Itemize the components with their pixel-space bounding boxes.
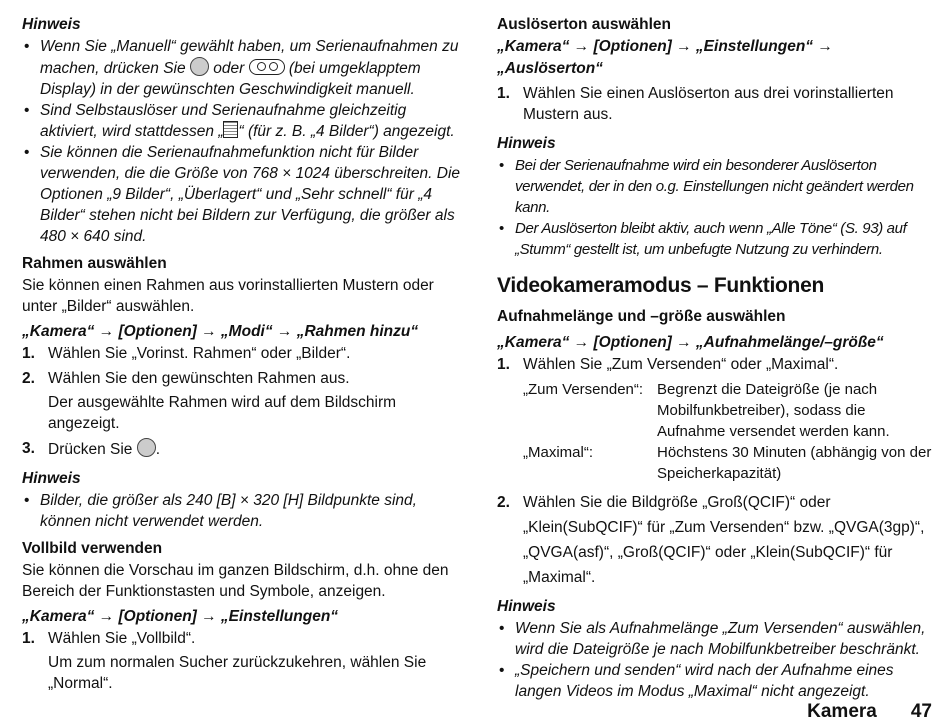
menu-path: „Kamera“ → [Optionen] → „Modi“ → „Rahmen hinzu“: [22, 323, 419, 340]
definition-row: „Maximal“: Höchstens 30 Minuten (abhängig von der Speicherkapazität): [523, 444, 932, 482]
menu-path: „Kamera“ → [Optionen] → „Einstellungen“ → „Auslöserton“: [497, 38, 833, 77]
hinweis-bullet: • Wenn Sie als Aufnahmelänge „Zum Versenden“ auswählen, wird die Dateigröße je nach Mobilfunkbetreiber beschränkt.: [497, 618, 935, 660]
page-number: 47: [910, 701, 932, 722]
hinweis-bullet: • Der Auslöserton bleibt aktiv, auch wenn „Alle Töne“ (S. 93) auf „Stumm“ gestellt ist, um unbefugte Nutzung zu verhindern.: [497, 218, 935, 260]
center-key-icon: [190, 57, 209, 76]
right-column: [497, 14, 935, 702]
self-timer-burst-icon: [223, 121, 238, 138]
ausloeser-heading: Auslöserton auswählen: [497, 16, 671, 33]
vollbild-heading: Vollbild verwenden: [22, 540, 163, 557]
step-subtext: Um zum normalen Sucher zurückzukehren, wählen Sie „Normal“.: [48, 654, 427, 692]
hinweis-heading: Hinweis: [497, 598, 556, 615]
step-item: 1. Wählen Sie „Vorinst. Rahmen“ oder „Bilder“.: [22, 345, 351, 362]
hinweis-heading: Hinweis: [22, 16, 81, 33]
step-subtext: Der ausgewählte Rahmen wird auf dem Bildschirm angezeigt.: [48, 394, 397, 432]
section-title: Videokameramodus – Funktionen: [497, 274, 824, 297]
step-item: 2. Wählen Sie den gewünschten Rahmen aus.: [22, 370, 350, 387]
step-item: 1. Wählen Sie einen Auslöserton aus drei vorinstallierten Mustern aus.: [497, 85, 894, 123]
rahmen-intro: Sie können einen Rahmen aus vorinstallierten Mustern oder unter „Bilder“ auswählen.: [22, 277, 434, 315]
footer-section: Kamera: [807, 701, 877, 722]
hinweis-bullet: • Bilder, die größer als 240 [B] × 320 [H] Bildpunkte sind, können nicht verwendet werden.: [22, 490, 464, 532]
hinweis-heading: Hinweis: [22, 470, 81, 487]
center-key-icon: [137, 438, 156, 457]
menu-path: „Kamera“ → [Optionen] → „Aufnahmelänge/–größe“: [497, 334, 884, 351]
aufnahme-heading: Aufnahmelänge und –größe auswählen: [497, 308, 786, 325]
step-item: 3. Drücken Sie .: [22, 440, 161, 458]
hinweis-bullet: • Wenn Sie „Manuell“ gewählt haben, um Serienaufnahmen zu machen, drücken Sie oder (bei umgeklapptem Display) in der gewünschten Geschwindigkeit manuell.: [22, 36, 464, 100]
step-item: 2. Wählen Sie die Bildgröße „Groß(QCIF)“ oder „Klein(SubQCIF)“ für „Zum Versenden“ bzw. „QVGA(3gp)“, „QVGA(asf)“, „Groß(QCIF)“ oder „Klein(SubQCIF)“ für „Maximal“.: [497, 494, 925, 586]
hinweis-heading: Hinweis: [497, 135, 556, 152]
hinweis-bullet: • „Speichern und senden“ wird nach der Aufnahme eines langen Videos im Modus „Maximal“ nicht angezeigt.: [497, 660, 935, 702]
vollbild-intro: Sie können die Vorschau im ganzen Bildschirm, d.h. ohne den Bereich der Funktionstasten und Symbole, anzeigen.: [22, 562, 449, 600]
definition-row: „Zum Versenden“: Begrenzt die Dateigröße (je nach Mobilfunkbetreiber), sodass die Aufnahme versendet werden kann.: [523, 381, 890, 440]
rahmen-heading: Rahmen auswählen: [22, 255, 167, 272]
hinweis-bullet: • Sie können die Serienaufnahmefunktion nicht für Bilder verwenden, die die Größe von 768 × 1024 überschreiten. Die Optionen „9 Bilder“, „Überlagert“ und „Sehr schnell“ für „4 Bilder“ stehen nicht bei Bildern zur Verfügung, die größer als 480 × 640 sind.: [22, 142, 464, 247]
menu-path: „Kamera“ → [Optionen] → „Einstellungen“: [22, 608, 339, 625]
left-column: [22, 14, 464, 694]
hinweis-bullet: • Bei der Serienaufnahme wird ein besonderer Auslöserton verwendet, der in den o.g. Einstellungen nicht geändert werden kann.: [497, 155, 935, 218]
step-item: 1. Wählen Sie „Zum Versenden“ oder „Maximal“.: [497, 356, 839, 373]
hinweis-bullet: • Sind Selbstauslöser und Serienaufnahme gleichzeitig aktiviert, wird stattdessen „ “ (für z. B. „4 Bilder“) angezeigt.: [22, 100, 464, 142]
camera-key-icon: [249, 59, 285, 75]
step-item: 1. Wählen Sie „Vollbild“.: [22, 630, 196, 647]
